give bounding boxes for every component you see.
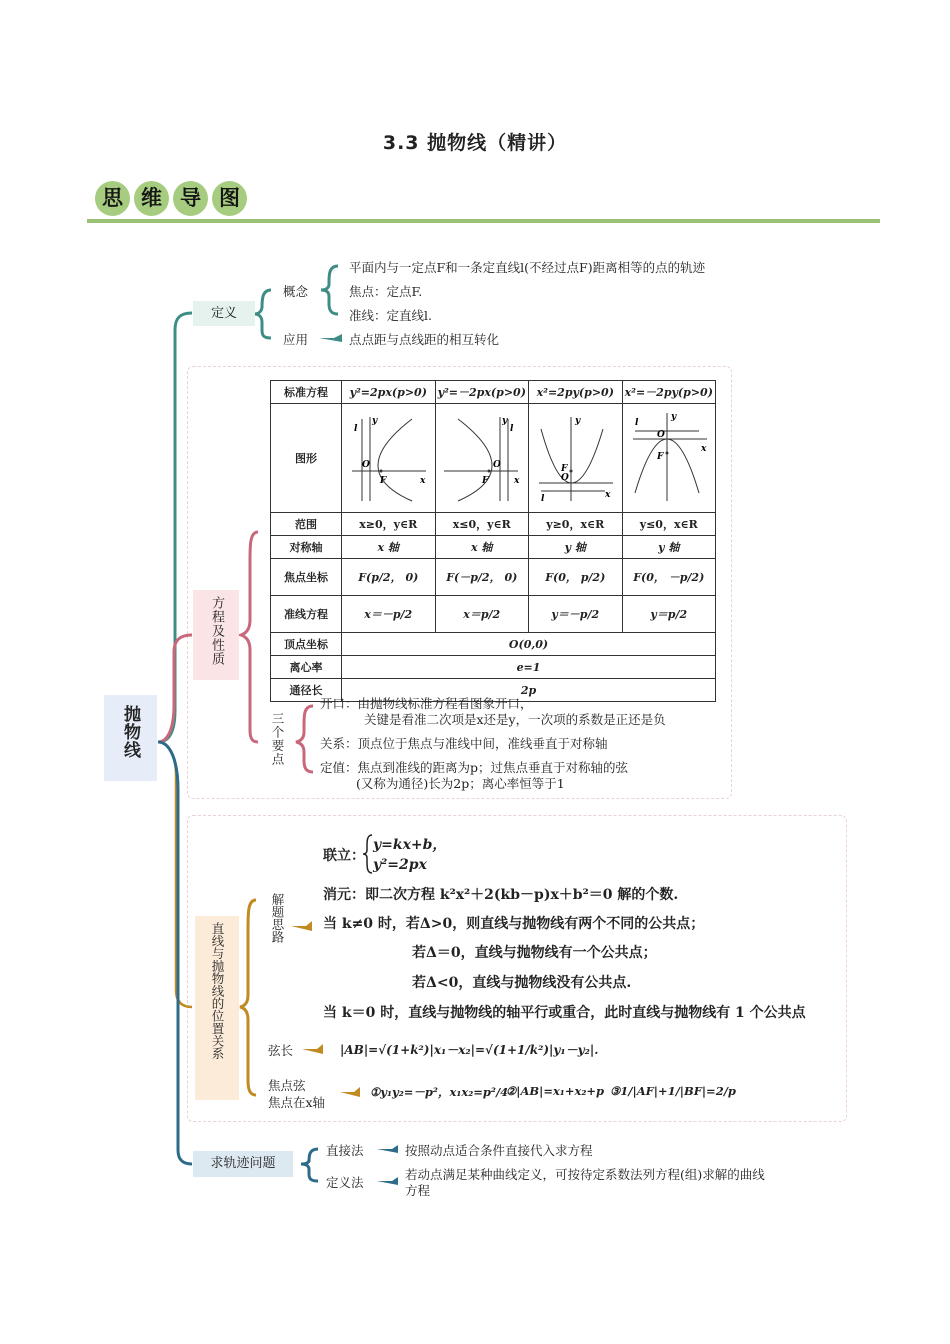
properties-node: [193, 590, 239, 680]
focal-formula: ①y₁y₂=－p²，x₁x₂=p²/4: [370, 1085, 509, 1099]
discriminant-text: 若Δ<0，直线与抛物线没有公共点.: [412, 975, 632, 991]
page-title: 3.3 抛物线（精讲）: [382, 132, 568, 154]
axis-cell: y 轴: [529, 536, 623, 559]
line-relation-brace: [240, 900, 256, 1095]
graph-label: l: [634, 417, 639, 428]
graph-cell: [435, 404, 529, 513]
key-points-brace: [296, 706, 313, 772]
table-row: [271, 404, 716, 513]
graph-label: F: [481, 475, 489, 486]
locus-brace: [301, 1149, 318, 1181]
equation-cell: x²=2py(p>0): [529, 381, 623, 404]
equation-cell: y²=－2px(p>0): [435, 381, 529, 404]
graph-label: y: [501, 415, 507, 426]
discriminant-text: 当 k≠0 时，若Δ>0，则直线与抛物线有两个不同的公共点；: [323, 916, 705, 932]
graph-label: x: [513, 475, 520, 486]
properties-brace: [241, 532, 258, 742]
graph-label: y: [670, 411, 676, 422]
table-row: [271, 596, 716, 633]
directrix-cell: x＝p/2: [435, 596, 529, 633]
row-label: 范围: [271, 513, 342, 536]
definition-brace: [254, 290, 271, 338]
graph-left-opening: [442, 409, 522, 505]
graph-right-opening: [348, 409, 428, 505]
table-row: [271, 559, 716, 596]
row-label: 顶点坐标: [271, 633, 342, 656]
focal-formula: ②|AB|=x₁+x₂+p: [506, 1084, 605, 1098]
approach-arrow: [291, 921, 312, 931]
graph-label: O: [656, 429, 665, 440]
discriminant-text: 若Δ＝0，直线与抛物线有一个公共点；: [412, 945, 657, 961]
elimination-text: 消元：即二次方程 k²x²＋2(kb－p)x＋b²＝0 解的个数.: [323, 887, 679, 903]
k-zero-text: 当 k＝0 时，直线与抛物线的轴平行或重合，此时直线与抛物线有 1 个公共点: [323, 1005, 806, 1021]
direct-method-label: 直接法: [326, 1143, 364, 1158]
concept-brace: [321, 266, 338, 314]
graph-label: x: [420, 475, 426, 486]
key-point-line: 关系：顶点位于焦点与准线中间，准线垂直于对称轴: [320, 736, 608, 751]
connector-line-relation: [158, 742, 192, 1007]
graph-label: F: [656, 451, 664, 462]
key-points-label: 三个要点: [270, 712, 285, 766]
graph-down-opening: [629, 409, 709, 505]
focal-label: 焦点在x轴: [268, 1095, 326, 1110]
table-row: [271, 633, 716, 656]
section-header-char: 维: [134, 181, 169, 216]
key-point-line: 关键是看准二次项是x还是y，一次项的系数是正还是负: [364, 712, 666, 727]
range-cell: y≥0，x∈R: [529, 513, 623, 536]
system-label: 联立：: [323, 848, 365, 864]
graph-label: x: [700, 443, 707, 454]
range-cell: x≤0，y∈R: [435, 513, 529, 536]
standard-equation-table: [270, 380, 716, 702]
concept-item: 平面内与一定点F和一条定直线l(不经过点F)距离相等的点的轨迹: [349, 260, 706, 275]
graph-label: O: [561, 472, 570, 483]
table-row: [271, 536, 716, 559]
system-eq: y²=2px: [373, 857, 427, 873]
row-label: 对称轴: [271, 536, 342, 559]
line-relation-node-label: 直线与抛物线的位置关系: [210, 922, 225, 1060]
row-label: 通径长: [271, 679, 342, 702]
graph-label: O: [362, 459, 371, 470]
application-text: 点点距与点线距的相互转化: [349, 332, 500, 347]
focus-cell: F(0， p/2): [529, 559, 623, 596]
focal-label: 焦点弦: [268, 1078, 306, 1093]
properties-node-label: 方程及性质: [209, 596, 224, 666]
row-label: 准线方程: [271, 596, 342, 633]
approach-label: 解题思路: [270, 893, 285, 943]
root-node-label: 抛物线: [120, 705, 140, 759]
focus-cell: F(－p/2， 0): [435, 559, 529, 596]
directrix-cell: y＝p/2: [622, 596, 716, 633]
definition-method-label: 定义法: [326, 1175, 364, 1190]
graph-cell: [622, 404, 716, 513]
graph-label: y: [372, 415, 378, 426]
equation-cell: y²=2px(p>0): [342, 381, 436, 404]
graph-label: l: [541, 493, 545, 504]
definition-method-text: 方程: [405, 1183, 431, 1198]
locus-node: 求轨迹问题: [193, 1151, 293, 1177]
application-arrow: [319, 334, 342, 342]
section-header-char: 图: [212, 181, 247, 216]
table-row: [271, 381, 716, 404]
graph-label: y: [575, 415, 581, 426]
graph-label: x: [605, 489, 611, 500]
chord-label: 弦长: [268, 1043, 294, 1058]
chord-formula: |AB|=√(1+k²)|x₁－x₂|=√(1+1/k²)|y₁－y₂|.: [340, 1043, 599, 1057]
application-label: 应用: [283, 332, 309, 347]
section-header-char: 导: [173, 181, 208, 216]
axis-cell: x 轴: [342, 536, 436, 559]
table-row: [271, 656, 716, 679]
key-point-line: (又称为通径)长为2p；离心率恒等于1: [356, 776, 565, 791]
axis-cell: y 轴: [622, 536, 716, 559]
key-point-line: 开口：由抛物线标准方程看图象开口，: [320, 696, 533, 711]
row-label: 图形: [271, 404, 342, 513]
graph-label: F: [380, 475, 387, 486]
range-cell: x≥0，y∈R: [342, 513, 436, 536]
direct-arrow: [377, 1145, 398, 1153]
graph-cell: [529, 404, 623, 513]
line-relation-node: [195, 916, 239, 1100]
eccentricity-cell: e=1: [342, 656, 716, 679]
row-label: 标准方程: [271, 381, 342, 404]
key-point-line: 定值：焦点到准线的距离为p；过焦点垂直于对称轴的弦: [320, 760, 629, 775]
concept-item: 焦点：定点F.: [349, 284, 423, 299]
definition-node: 定义: [193, 301, 255, 326]
latus-rectum-cell: 2p: [342, 679, 716, 702]
graph-label: F: [561, 463, 568, 474]
equation-cell: x²=－2py(p>0): [622, 381, 716, 404]
system-eq: y=kx+b，: [373, 837, 447, 853]
graph-up-opening: [535, 409, 615, 505]
directrix-cell: y＝－p/2: [529, 596, 623, 633]
definition-method-arrow: [377, 1177, 398, 1185]
concept-item: 准线：定直线l.: [349, 308, 432, 323]
vertex-cell: O(0,0): [342, 633, 716, 656]
concept-label: 概念: [283, 284, 309, 299]
range-cell: y≤0，x∈R: [622, 513, 716, 536]
chord-arrow: [302, 1044, 323, 1054]
root-node: [104, 695, 157, 781]
focus-cell: F(0， －p/2): [622, 559, 716, 596]
direct-method-text: 按照动点适合条件直接代入求方程: [405, 1143, 593, 1158]
table-row: [271, 513, 716, 536]
row-label: 焦点坐标: [271, 559, 342, 596]
focal-arrow: [340, 1087, 360, 1097]
graph-label: l: [354, 423, 358, 434]
graph-cell: [342, 404, 436, 513]
graph-label: O: [492, 459, 501, 470]
section-header-char: 思: [95, 181, 130, 216]
definition-method-text: 若动点满足某种曲线定义，可按待定系数法列方程(组)求解的曲线: [405, 1167, 765, 1182]
directrix-cell: x＝－p/2: [342, 596, 436, 633]
focus-cell: F(p/2， 0): [342, 559, 436, 596]
graph-label: l: [509, 423, 514, 434]
axis-cell: x 轴: [435, 536, 529, 559]
row-label: 离心率: [271, 656, 342, 679]
focal-formula: ③1/|AF|+1/|BF|=2/p: [610, 1084, 736, 1098]
